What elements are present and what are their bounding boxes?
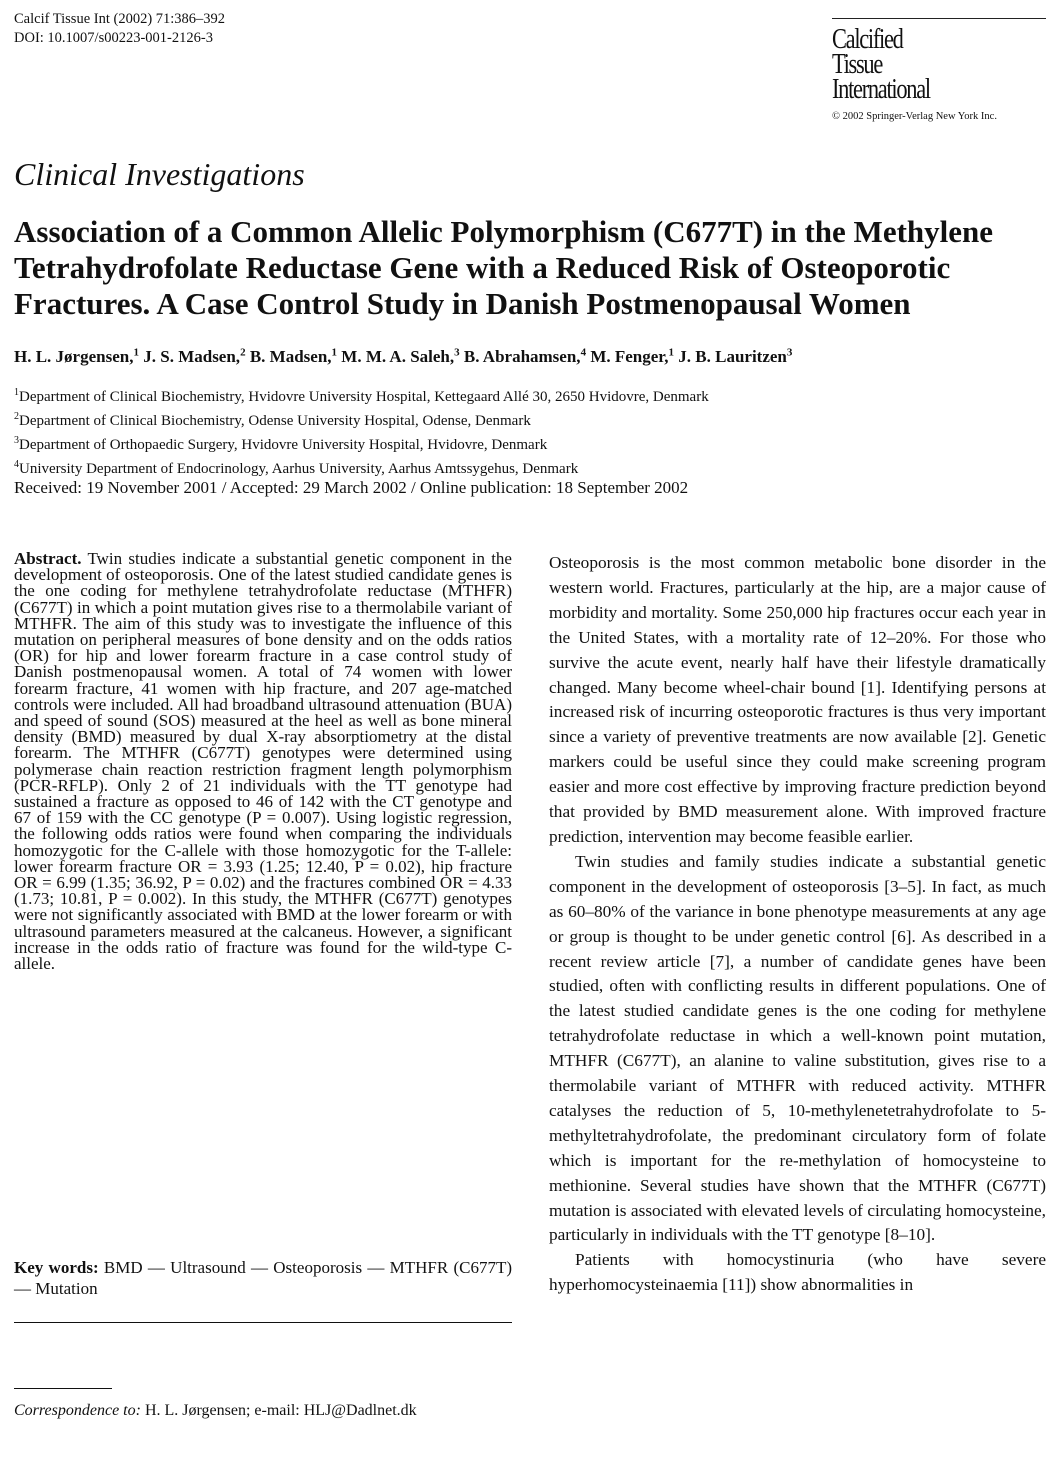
abstract bbox=[14, 551, 512, 972]
journal-citation bbox=[14, 10, 225, 48]
body-paragraph: Osteoporosis is the most common metabolic bone disorder in the western world. Fractures, particularly at the hip, are a major cause of morbidity and mortality. Some 250,000 hip fractures occur each year in the United States, with a mortality rate of 12–20%. For those who survive the acute event, nearly half have their lifestyle dramatically changed. Many become wheel-chair bound [1]. Identifying persons at increased risk of incurring osteoporotic fractures is thus very important since a variety of preventive treatments are now available [2]. Genetic markers could be useful since they could make screening program easier and more cost effective by improving fracture prediction beyond that provided by BMD measurement alone. With improved fracture prediction, intervention may become feasible earlier. bbox=[549, 553, 1046, 846]
body-paragraph: Twin studies and family studies indicate a substantial genetic component in the development of osteoporosis [3–5]. In fact, as much as 60–80% of the variance in bone phenotype measurements at any age or group is thought to be under genetic control [6]. As described in a recent review article [7], a number of candidate genes have been studied, often with conflicting results in different populations. One of the latest studied candidate genes is the one coding for methylene tetrahydrofolate reductase in which a well-known point mutation, MTHFR (C677T), an alanine to valine substitution, gives rise to a thermolabile variant of MTHFR with reduced activity. MTHFR catalyses the reduction of 5, 10-methylenetetrahydrofolate to 5-methyltetrahydrofolate, the predominant circulatory form of folate which is important for the re-methylation of homocysteine to methionine. Several studies have shown that the MTHFR (C677T) mutation is associated with elevated levels of circulating homocysteine, particularly in individuals with the TT genotype [8–10]. bbox=[549, 851, 1046, 1245]
body-paragraph: Patients with homocystinuria (who have severe hyperhomocysteinaemia [11]) show abnormalities in bbox=[549, 1250, 1046, 1295]
wordmark-line: International bbox=[832, 74, 930, 105]
correspondence-footnote bbox=[14, 1401, 512, 1420]
abstract-text: Twin studies indicate a substantial genetic component in the development of osteoporosis. One of the latest studied candidate genes is the one coding for methylene tetrahydrofolate reductase (MTHFR) (C677T) in which a point mutation gives rise to a thermolabile variant of MTHFR. The aim of this study was to investigate the influence of this mutation on peripheral measures of bone density and on the odds ratios (OR) for hip and lower forearm fracture in a case control study of Danish postmenopausal women. A total of 74 women with lower forearm fracture, 41 women with hip fracture, and 207 age-matched controls were included. All had broadband ultrasound attenuation (BUA) and speed of sound (SOS) measured at the heel as well as bone mineral density (BMD) measured by dual X-ray absorptiometry at the distal forearm. The MTHFR (C677T) genotypes were determined using polymerase chain reaction restriction fragment length polymorphism (PCR-RFLP). Only 2 of 21 individuals with the TT genotype had sustained a fracture as opposed to 46 of 142 with the CT genotype and 67 of 159 with the CC genotype (P = 0.007). Using logistic regression, the following odds ratios were found when comparing the individuals homozygotic for the C-allele with those homozygotic for the T-allele: lower forearm fracture OR = 3.93 (1.25; 12.40, P = 0.02), hip fracture OR = 6.99 (1.35; 36.92, P = 0.02) and the fractures combined OR = 4.33 (1.73; 10.81, P = 0.002). In this study, the MTHFR (C677T) genotypes were not significantly associated with BMD at the lower forearm or with ultrasound parameters measured at the calcaneus. However, a significant increase in the odds ratio of fracture was found for the wild-type C-allele. bbox=[14, 549, 512, 974]
abstract-label: Abstract. bbox=[14, 549, 82, 568]
author: J. B. Lauritzen$^3$ bbox=[678, 346, 793, 366]
section-label: Clinical Investigations bbox=[14, 156, 305, 192]
affiliation-list bbox=[14, 383, 709, 479]
journal-logo bbox=[832, 18, 1046, 122]
citation-line: Calcif Tissue Int (2002) 71:386–392 bbox=[14, 11, 226, 27]
keywords-text: BMD — Ultrasound — Osteoporosis — MTHFR (C677T) — Mutation bbox=[14, 1258, 513, 1298]
article-title bbox=[14, 214, 1054, 322]
author: H. L. Jørgensen,$^1$ bbox=[14, 346, 139, 366]
title-line: Tetrahydrofolate Reductase Gene with a Reduced Risk of Osteoporotic bbox=[14, 250, 951, 285]
footnote-divider bbox=[14, 1388, 112, 1389]
wordmark-line: Calcified bbox=[832, 24, 903, 55]
author: B. Madsen,$^1$ bbox=[249, 346, 338, 366]
affiliation: $^4$University Department of Endocrinology, Aarhus University, Aarhus Amtssygehus, Denmark bbox=[14, 459, 579, 477]
keywords-label: Key words: bbox=[14, 1258, 99, 1277]
journal-wordmark bbox=[832, 24, 1003, 105]
copyright-notice: © 2002 Springer-Verlag New York Inc. bbox=[832, 111, 997, 122]
keywords bbox=[14, 1257, 512, 1299]
author: B. Abrahamsen,$^4$ bbox=[463, 346, 587, 366]
author: J. S. Madsen,$^2$ bbox=[143, 346, 246, 366]
author-list bbox=[14, 346, 792, 367]
title-line: Association of a Common Allelic Polymorphism (C677T) in the Methylene bbox=[14, 214, 994, 249]
affiliation: $^2$Department of Clinical Biochemistry, Odense University Hospital, Odense, Denmark bbox=[14, 411, 531, 429]
title-line: Fractures. A Case Control Study in Danish Postmenopausal Women bbox=[14, 286, 911, 321]
body-text bbox=[549, 551, 1046, 1298]
section-divider bbox=[14, 1322, 512, 1323]
affiliation: $^3$Department of Orthopaedic Surgery, Hvidovre University Hospital, Hvidovre, Denmark bbox=[14, 435, 548, 453]
doi-line: DOI: 10.1007/s00223-001-2126-3 bbox=[14, 30, 213, 46]
author: M. Fenger,$^1$ bbox=[590, 346, 675, 366]
author: M. M. A. Saleh,$^3$ bbox=[341, 346, 460, 366]
correspondence-label: Correspondence to: bbox=[14, 1402, 141, 1419]
wordmark-line: Tissue bbox=[832, 49, 883, 80]
publication-dates: Received: 19 November 2001 / Accepted: 29 March 2002 / Online publication: 18 September 2002 bbox=[14, 478, 689, 497]
affiliation: $^1$Department of Clinical Biochemistry, Hvidovre University Hospital, Kettegaard Allé 30, 2650 Hvidovre, Denmark bbox=[14, 387, 709, 405]
correspondence-text: H. L. Jørgensen; e-mail: HLJ@Dadlnet.dk bbox=[144, 1402, 417, 1419]
